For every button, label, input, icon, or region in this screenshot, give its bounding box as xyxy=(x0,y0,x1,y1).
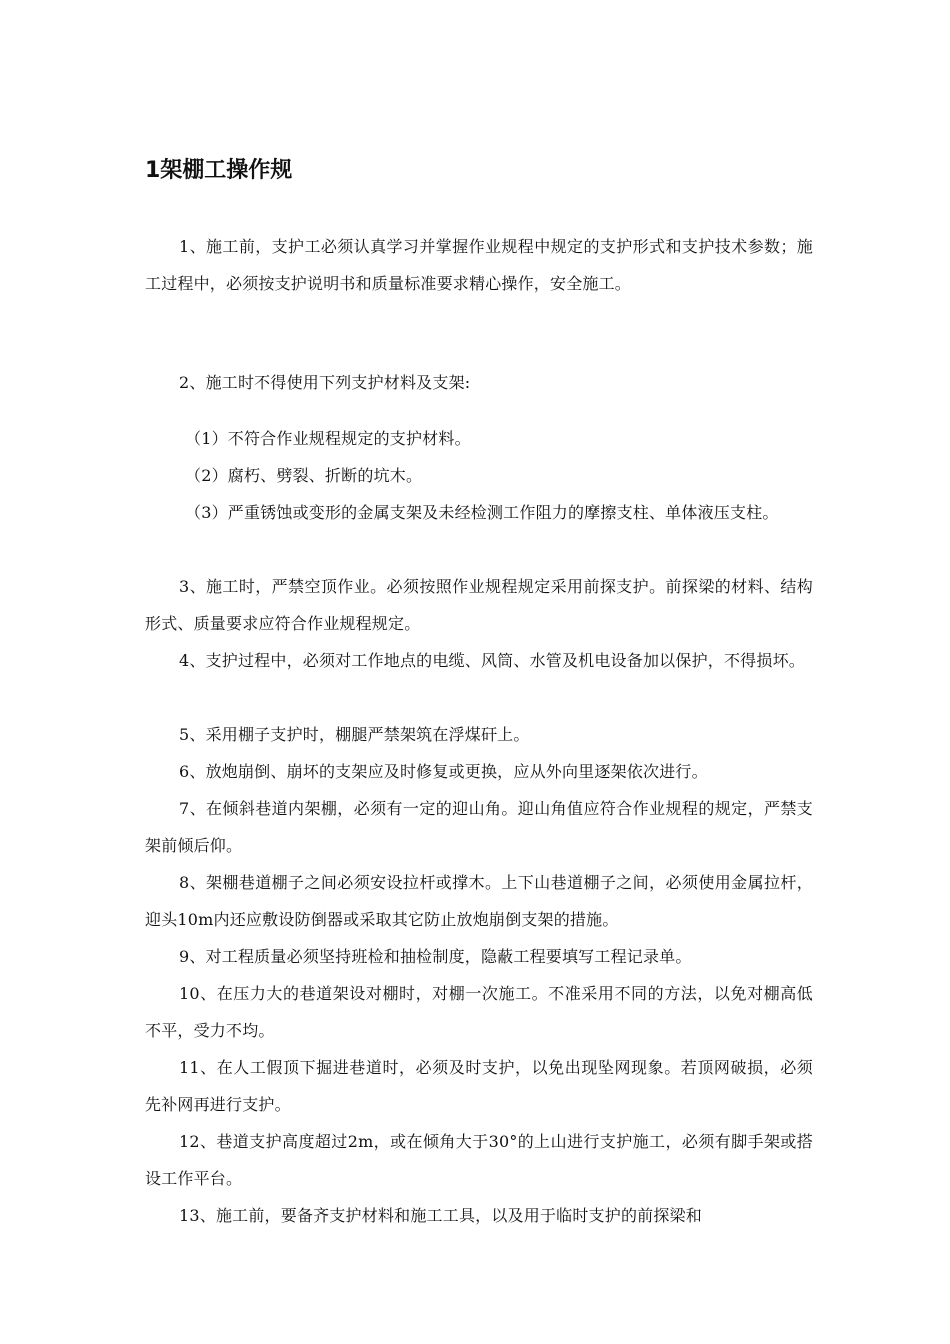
paragraph-6: 6、放炮崩倒、崩坏的支架应及时修复或更换，应从外向里逐架依次进行。 xyxy=(179,762,708,781)
paragraph-3: 3、施工时，严禁空顶作业。必须按照作业规程规定采用前探支护。前探梁的材料、结构形式、质量要求应符合作业规程规定。 xyxy=(145,577,813,633)
paragraph-8: 8、架棚巷道棚子之间必须安设拉杆或撑木。上下山巷道棚子之间，必须使用金属拉杆，迎头10m内还应敷设防倒器或采取其它防止放炮崩倒支架的措施。 xyxy=(145,873,813,929)
paragraph-4: 4、支护过程中，必须对工作地点的电缆、风筒、水管及机电设备加以保护，不得损坏。 xyxy=(179,651,805,670)
paragraph-9: 9、对工程质量必须坚持班检和抽检制度，隐蔽工程要填写工程记录单。 xyxy=(179,947,692,966)
paragraph-2-item-2: （2）腐朽、劈裂、折断的坑木。 xyxy=(185,466,423,485)
paragraph-7: 7、在倾斜巷道内架棚，必须有一定的迎山角。迎山角值应符合作业规程的规定，严禁支架前倾后仰。 xyxy=(145,799,813,855)
paragraph-2-item-3: （3）严重锈蚀或变形的金属支架及未经检测工作阻力的摩擦支柱、单体液压支柱。 xyxy=(185,503,779,522)
document-title: 1架棚工操作规 xyxy=(145,158,293,183)
paragraph-1: 1、施工前，支护工必须认真学习并掌握作业规程中规定的支护形式和支护技术参数；施工过程中，必须按支护说明书和质量标准要求精心操作，安全施工。 xyxy=(145,237,813,293)
paragraph-12: 12、巷道支护高度超过2m，或在倾角大于30°的上山进行支护施工，必须有脚手架或搭设工作平台。 xyxy=(145,1132,813,1188)
paragraph-13: 13、施工前，要备齐支护材料和施工工具，以及用于临时支护的前探梁和 xyxy=(179,1206,702,1225)
paragraph-10: 10、在压力大的巷道架设对棚时，对棚一次施工。不准采用不同的方法，以免对棚高低不平，受力不均。 xyxy=(145,984,813,1040)
paragraph-5: 5、采用棚子支护时，棚腿严禁架筑在浮煤矸上。 xyxy=(179,725,530,744)
paragraph-2: 2、施工时不得使用下列支护材料及支架: xyxy=(179,373,471,392)
paragraph-11: 11、在人工假顶下掘进巷道时，必须及时支护，以免出现坠网现象。若顶网破损，必须先补网再进行支护。 xyxy=(145,1058,813,1114)
paragraph-2-item-1: （1）不符合作业规程规定的支护材料。 xyxy=(185,429,471,448)
